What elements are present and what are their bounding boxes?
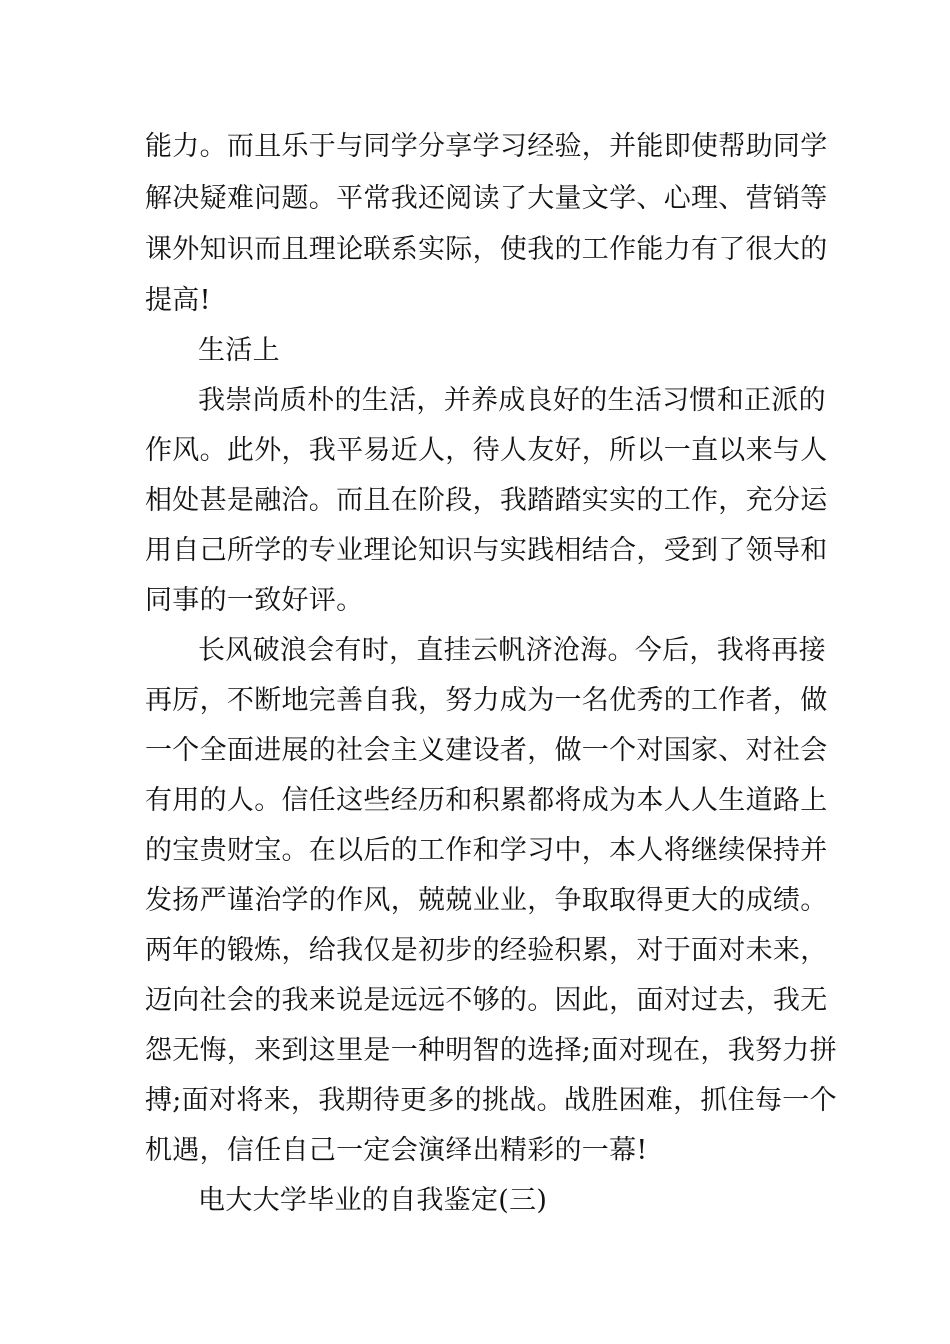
text-line: 一个全面进展的社会主义建设者，做一个对国家、对社会: [145, 735, 828, 766]
text-line: 怨无悔，来到这里是一种明智的选择;面对现在，我努力拼: [145, 1035, 837, 1066]
text-line: 搏;面对将来，我期待更多的挑战。战胜困难，抓住每一个: [145, 1085, 837, 1116]
text-line: 课外知识而且理论联系实际，使我的工作能力有了很大的: [145, 234, 828, 265]
text-line: 有用的人。信任这些经历和积累都将成为本人人生道路上: [145, 785, 828, 816]
text-line: 能力。而且乐于与同学分享学习经验，并能即使帮助同学: [145, 131, 828, 162]
text-line: 我崇尚质朴的生活，并养成良好的生活习惯和正派的: [198, 385, 826, 416]
section-heading: 电大大学毕业的自我鉴定(三): [198, 1185, 548, 1216]
text-line: 发扬严谨治学的作风，兢兢业业，争取取得更大的成绩。: [145, 885, 828, 916]
text-line: 机遇，信任自己一定会演绎出精彩的一幕!: [145, 1135, 648, 1166]
text-line: 同事的一致好评。: [145, 585, 364, 616]
text-line: 两年的锻炼，给我仅是初步的经验积累，对于面对未来，: [145, 935, 828, 966]
text-line: 提高!: [145, 285, 211, 316]
text-line: 长风破浪会有时，直挂云帆济沧海。今后，我将再接: [198, 635, 826, 666]
text-line: 相处甚是融洽。而且在阶段，我踏踏实实的工作，充分运: [145, 485, 828, 516]
text-line: 用自己所学的专业理论知识与实践相结合，受到了领导和: [145, 535, 828, 566]
section-heading: 生活上: [198, 335, 280, 366]
text-line: 的宝贵财宝。在以后的工作和学习中，本人将继续保持并: [145, 835, 828, 866]
text-line: 解决疑难问题。平常我还阅读了大量文学、心理、营销等: [145, 183, 828, 214]
text-line: 作风。此外，我平易近人，待人友好，所以一直以来与人: [145, 435, 828, 466]
text-line: 再厉，不断地完善自我，努力成为一名优秀的工作者，做: [145, 685, 828, 716]
text-line: 迈向社会的我来说是远远不够的。因此，面对过去，我无: [145, 985, 828, 1016]
